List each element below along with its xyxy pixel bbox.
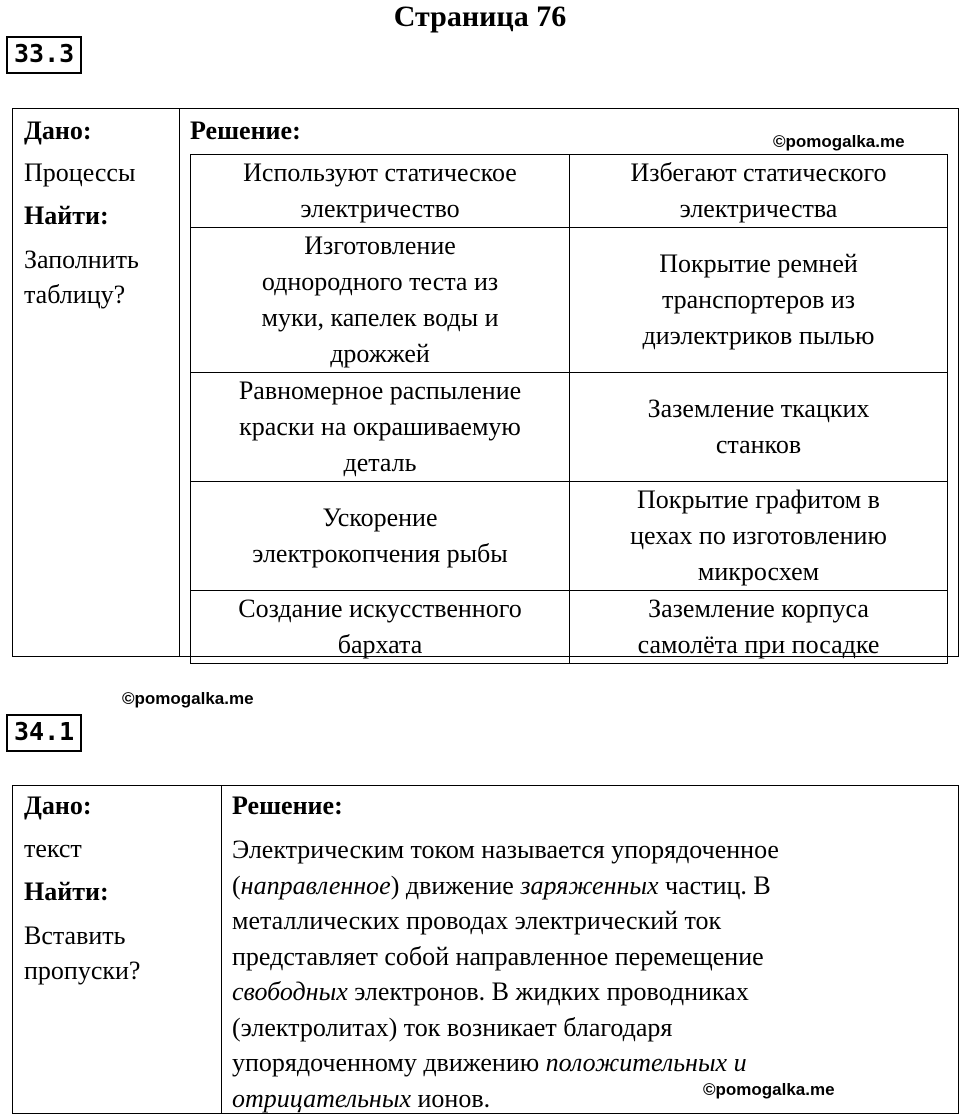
given-label: Дано: xyxy=(24,116,92,145)
table-cell xyxy=(570,228,948,373)
table-row xyxy=(191,482,948,591)
cell-line: электричество xyxy=(300,194,460,223)
cell-line: дрожжей xyxy=(330,339,430,368)
cell-line: Изготовление xyxy=(304,231,456,260)
table-header-cell xyxy=(191,155,570,228)
table-cell xyxy=(191,373,570,482)
find-label: Найти: xyxy=(24,201,109,230)
solution-text xyxy=(232,832,952,1116)
cell-line: однородного теста из xyxy=(261,267,499,296)
cell-line: деталь xyxy=(343,448,417,477)
cell-line: Покрытие ремней xyxy=(659,249,858,278)
find-value-line2: таблицу? xyxy=(24,280,126,309)
task-33-3-divider xyxy=(179,108,180,657)
solution-line xyxy=(232,939,952,975)
table-row xyxy=(191,373,948,482)
cell-line: Заземление ткацких xyxy=(647,394,870,423)
solution-line xyxy=(232,832,952,868)
find-value-line2: пропуски? xyxy=(24,956,141,985)
text-run: упорядоченному движению xyxy=(232,1048,546,1077)
text-run: (электролитах) ток возникает благодаря xyxy=(232,1012,673,1042)
cell-line: самолёта при посадке xyxy=(637,630,880,659)
solution-label: Решение: xyxy=(190,116,301,145)
text-run: Электрическим током называется упорядоченное xyxy=(232,835,779,864)
watermark: ©pomogalka.me xyxy=(703,1080,835,1099)
cell-line: цехах по изготовлению xyxy=(630,521,887,550)
cell-line: Покрытие графитом в xyxy=(637,485,880,514)
cell-line: бархата xyxy=(337,630,423,659)
processes-table xyxy=(190,154,948,664)
cell-line: Равномерное распыление xyxy=(238,376,522,405)
text-run: ( xyxy=(232,870,241,900)
find-label: Найти: xyxy=(24,877,109,906)
table-cell xyxy=(570,591,948,664)
given-label: Дано: xyxy=(24,791,92,820)
table-header-cell xyxy=(570,155,948,228)
cell-line: транспортеров из xyxy=(661,285,856,314)
task-number-34-1: 34.1 xyxy=(6,714,82,752)
cell-line: электрокопчения рыбы xyxy=(252,539,508,568)
text-run: электронов. В жидких проводниках xyxy=(347,977,749,1006)
table-header-row xyxy=(191,155,948,228)
inserted-word: свободных xyxy=(232,977,348,1006)
cell-line: Создание искусственного xyxy=(238,594,522,623)
inserted-word: положительных и xyxy=(545,1048,747,1077)
table-cell xyxy=(191,591,570,664)
cell-line: Заземление корпуса xyxy=(648,594,869,623)
cell-line: станков xyxy=(715,430,802,459)
table-cell xyxy=(191,482,570,591)
solution-line xyxy=(232,868,952,904)
cell-line: электричества xyxy=(679,194,838,223)
solution-line xyxy=(232,1045,952,1081)
inserted-word: направленное xyxy=(240,870,391,900)
cell-line: Ускорение xyxy=(322,503,438,532)
solution-line xyxy=(232,1010,952,1046)
find-value-line1: Вставить xyxy=(24,921,126,950)
inserted-word: заряженных xyxy=(520,870,659,900)
inserted-word: отрицательных xyxy=(232,1083,411,1113)
cell-line: диэлектриков пылью xyxy=(642,321,875,350)
solution-label: Решение: xyxy=(232,791,343,820)
text-run: металлических проводах электрический ток xyxy=(232,906,722,935)
cell-line: муки, капелек воды и xyxy=(261,303,499,332)
table-row xyxy=(191,591,948,664)
given-value: Процессы xyxy=(24,158,136,187)
cell-line: Избегают статического xyxy=(630,158,887,187)
watermark: ©pomogalka.me xyxy=(773,132,905,151)
given-value: текст xyxy=(24,834,82,863)
task-34-1-divider xyxy=(221,785,222,1114)
cell-line: микросхем xyxy=(697,557,820,586)
text-run: частиц. В xyxy=(658,870,771,900)
text-run: представляет собой направленное перемещение xyxy=(232,941,764,971)
find-value-line1: Заполнить xyxy=(24,245,139,274)
cell-line: Используют статическое xyxy=(243,158,517,187)
table-cell xyxy=(570,482,948,591)
watermark: ©pomogalka.me xyxy=(122,689,254,708)
solution-line xyxy=(232,1081,952,1116)
text-run: ) движение xyxy=(390,870,521,900)
table-cell xyxy=(191,228,570,373)
text-run: ионов. xyxy=(410,1083,491,1113)
page-title: Страница 76 xyxy=(393,0,567,33)
cell-line: краски на окрашиваемую xyxy=(239,412,521,441)
table-row xyxy=(191,228,948,373)
table-cell xyxy=(570,373,948,482)
solution-line xyxy=(232,974,952,1010)
task-number-33-3: 33.3 xyxy=(6,36,82,74)
solution-line xyxy=(232,903,952,939)
